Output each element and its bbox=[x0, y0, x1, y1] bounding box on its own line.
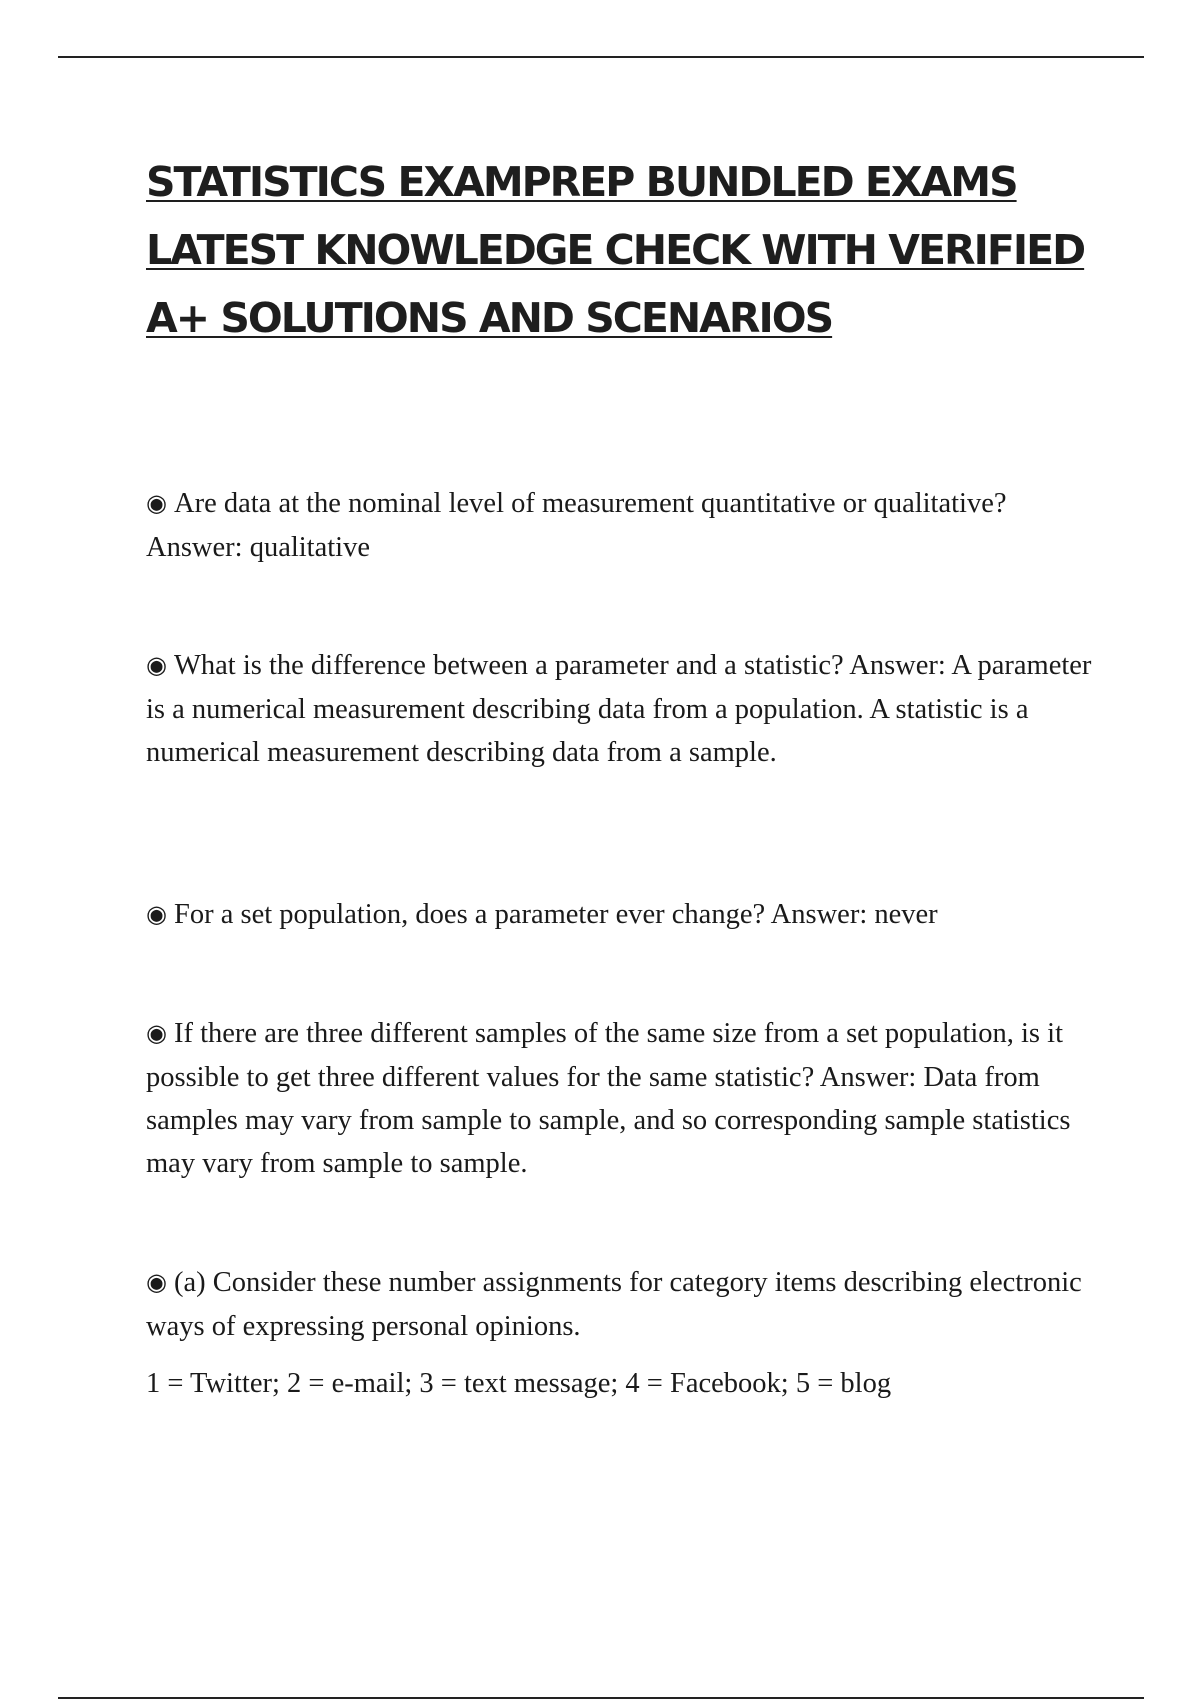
qa-item-text: (a) Consider these number assignments for category items describing electronic ways of expressing personal opinions. bbox=[146, 1267, 1082, 1342]
bullet-icon: ◉ bbox=[146, 651, 167, 679]
document-title bbox=[146, 148, 1106, 352]
bullet-icon: ◉ bbox=[146, 900, 167, 928]
title-line-2: LATEST KNOWLEDGE CHECK WITH VERIFIED bbox=[146, 226, 1085, 274]
top-rule bbox=[58, 56, 1144, 58]
bottom-rule bbox=[58, 1697, 1144, 1699]
qa-item-text: For a set population, does a parameter ever change? Answer: never bbox=[174, 899, 938, 930]
title-line-1: STATISTICS EXAMPREP BUNDLED EXAMS bbox=[146, 158, 1017, 206]
qa-item-text: If there are three different samples of the same size from a set population, is it possible to get three different values for the same statistic? Answer: Data from samples may vary from sample to sample, and so corresponding sample statistics may vary from sample to sample. bbox=[146, 1018, 1071, 1179]
bullet-icon: ◉ bbox=[146, 1268, 167, 1296]
number-assignment-line: 1 = Twitter; 2 = e-mail; 3 = text message; 4 = Facebook; 5 = blog bbox=[146, 1368, 892, 1399]
qa-item-text: Are data at the nominal level of measurement quantitative or qualitative? Answer: qualitative bbox=[146, 488, 1007, 563]
qa-item-4 bbox=[146, 1012, 1106, 1185]
qa-item-5 bbox=[146, 1261, 1106, 1348]
qa-item-3 bbox=[146, 893, 1106, 937]
qa-item-1 bbox=[146, 482, 1106, 569]
qa-item-text: What is the difference between a parameter and a statistic? Answer: A parameter is a numerical measurement describing data from a population. A statistic is a numerical measurement describing data from a sample. bbox=[146, 650, 1092, 768]
qa-item-2 bbox=[146, 644, 1106, 774]
title-line-3: A+ SOLUTIONS AND SCENARIOS bbox=[146, 294, 833, 342]
bullet-icon: ◉ bbox=[146, 489, 167, 517]
bullet-icon: ◉ bbox=[146, 1019, 167, 1047]
